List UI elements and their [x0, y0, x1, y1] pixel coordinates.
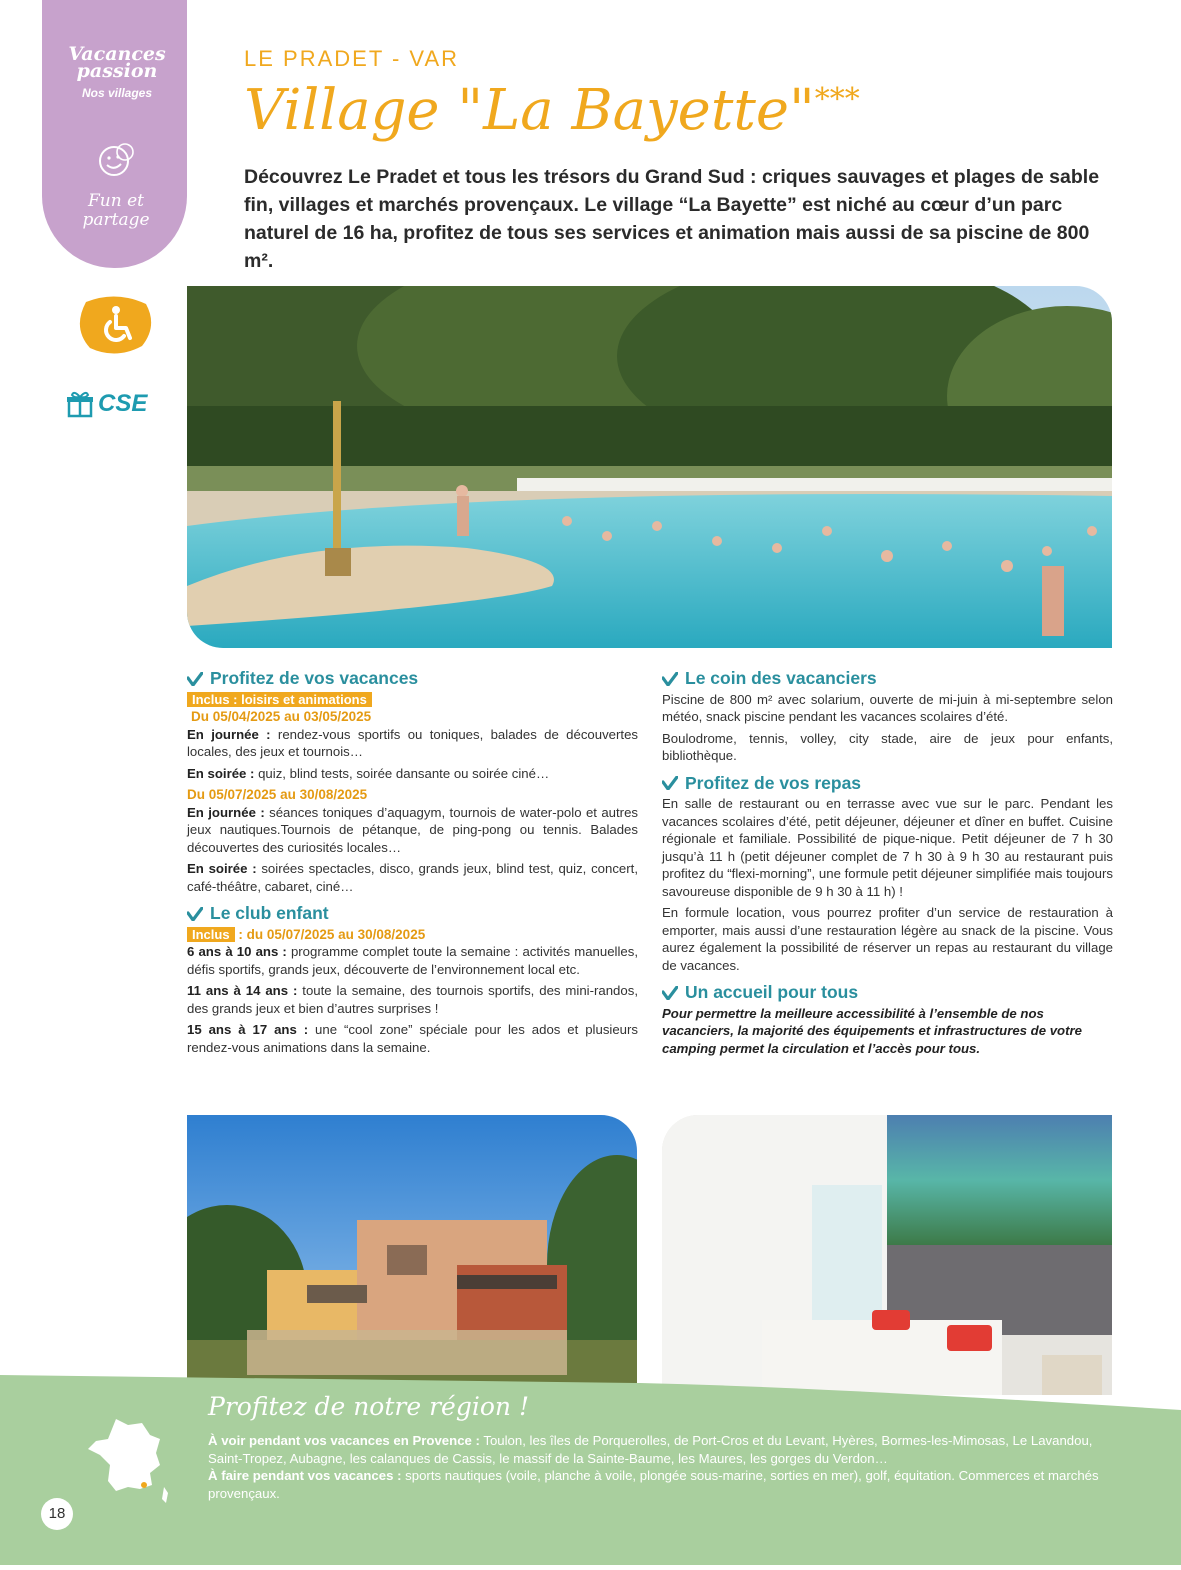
page-title — [244, 78, 860, 143]
included-tag: Inclus : loisirs et animations — [187, 692, 372, 707]
cse-label: CSE — [98, 390, 148, 417]
heading-text: Un accueil pour tous — [685, 982, 859, 1002]
theme-label: Fun et partage — [82, 191, 150, 230]
paragraph-label: En journée : — [187, 726, 271, 742]
paragraph-label: En journée : — [187, 804, 265, 820]
intro-paragraph: Découvrez Le Pradet et tous les trésors du Grand Sud : criques sauvages et plages de sable fin, villages et marchés provençaux. Le village “La Bayette” est niché au cœur d’un parc naturel de 16 ha, profitez de tous ses services et animation mais aussi de sa piscine de 800 m². — [244, 166, 1100, 272]
region-text — [208, 1432, 1113, 1502]
checkmark-icon — [187, 907, 203, 921]
village-name: Village "La Bayette" — [244, 78, 815, 143]
region-paragraph — [208, 1467, 1113, 1502]
paragraph: Pour permettre la meilleure accessibilité à l’ensemble de nos vacanciers, la majorité des équipements et infrastructures de votre camping permet la circulation et l’accès pour tous. — [662, 1005, 1082, 1056]
brand-logo-subtitle: Nos villages — [81, 86, 153, 100]
right-column — [662, 670, 1113, 1061]
star-rating: *** — [814, 82, 860, 117]
paragraph-label: À faire pendant vos vacances : — [208, 1468, 402, 1483]
cse-badge — [66, 388, 161, 420]
paragraph-text: séances toniques d’aquagym, tournois de water-polo et autres jeux nautiques.Tournois de pétanque, de ping-pong ou tennis. Balades découvertes des curiosités locales… — [187, 804, 639, 855]
paragraph: En formule location, vous pourrez profiter d’un service de restauration à emporter, mais aussi d’une restauration légère au snack de la piscine. Vous aurez également la possibilité de réserver un repas au restaurant du village de vacances. — [662, 905, 1113, 973]
section-heading-vacances — [187, 670, 638, 688]
bedroom-photo — [662, 1115, 1112, 1395]
section-heading-accueil — [662, 984, 1113, 1002]
paragraph — [187, 765, 638, 783]
paragraph — [187, 1021, 638, 1056]
location-label: LE PRADET - VAR — [244, 46, 460, 71]
checkmark-icon — [187, 672, 203, 686]
paragraph-text: Toulon, les îles de Porquerolles, de Port-Cros et du Levant, Hyères, Bormes-les-Mimosas, Le Lavandou, Saint-Tropez, Aubagne, les calanques de Cassis, le massif de la Sainte-Baume, les Maures, les gorges du Verdon… — [208, 1433, 1093, 1466]
paragraph — [187, 804, 638, 857]
period-label: Du 05/07/2025 au 30/08/2025 — [187, 787, 368, 802]
smiley-icon — [96, 140, 136, 180]
heading-text: Le club enfant — [210, 903, 329, 923]
paragraph-label: En soirée : — [187, 765, 255, 781]
paragraph-label: 15 ans à 17 ans : — [187, 1022, 309, 1037]
house-photo — [187, 1115, 637, 1395]
region-title: Profitez de notre région ! — [208, 1392, 529, 1421]
page-number: 18 — [41, 1498, 73, 1530]
paragraph-text: rendez-vous sportifs ou toniques, balades de découvertes locales, des jeux et tournois… — [187, 726, 638, 759]
period-label: : du 05/07/2025 au 30/08/2025 — [234, 926, 426, 942]
paragraph-label: En soirée : — [187, 861, 257, 876]
section-heading-coin — [662, 670, 1113, 688]
gift-icon — [66, 390, 94, 418]
included-tag: Inclus — [187, 927, 235, 942]
period-label: Du 05/04/2025 au 03/05/2025 — [191, 709, 372, 724]
paragraph-text: programme complet toute la semaine : activités manuelles, défis sportifs, grands jeux, découverte de l’environnement local etc. — [187, 944, 638, 977]
paragraph — [187, 982, 638, 1017]
paragraph-label: 6 ans à 10 ans : — [187, 944, 287, 959]
heading-text: Profitez de vos repas — [685, 772, 862, 793]
paragraph — [187, 860, 638, 895]
pool-photo — [187, 286, 1112, 648]
section-heading-repas — [662, 772, 1113, 793]
paragraph — [187, 943, 638, 978]
paragraph-label: À voir pendant vos vacances en Provence : — [208, 1433, 480, 1448]
paragraph-label: 11 ans à 14 ans : — [187, 983, 298, 998]
wheelchair-icon — [76, 294, 154, 356]
checkmark-icon — [662, 672, 678, 686]
paragraph-text: sports nautiques (voile, planche à voile, plongée sous-marine, sorties en mer), golf, équitation. Commerces et marchés provençaux. — [208, 1468, 1099, 1501]
checkmark-icon — [662, 986, 678, 1000]
heading-text: Le coin des vacanciers — [685, 668, 877, 688]
paragraph: En salle de restaurant ou en terrasse avec vue sur le parc. Pendant les vacances scolaires d’été, petit déjeuner, déjeuner et dîner en buffet. Cuisine régionale et familiale. Possibilité de pique-nique. Petit déjeuner de 7 h 30 jusqu’à 11 h (petit déjeuner complet de 7 h 30 à 9 h 30 au restaurant puis profitez du “flexi-morning”, une formule petit déjeuner simplifiée mais toujours savoureuse disponible de 9 h 30 à 11 h) ! — [662, 796, 1113, 899]
paragraph: Piscine de 800 m² avec solarium, ouverte de mi-juin à mi-septembre selon météo, snack piscine pendant les vacances scolaires d’été. — [662, 691, 1113, 724]
paragraph: Boulodrome, tennis, volley, city stade, aire de jeux pour enfants, bibliothèque. — [662, 730, 1113, 763]
section-heading-club — [187, 905, 638, 923]
paragraph-text: soirées spectacles, disco, grands jeux, blind test, quiz, concert, café-théâtre, cabaret, ciné… — [187, 861, 638, 894]
paragraph — [187, 726, 638, 761]
paragraph-text: toute la semaine, des tournois sportifs, des mini-randos, des grands jeux et bien d’autres surprises ! — [187, 983, 638, 1016]
left-column — [187, 670, 638, 1060]
region-paragraph — [208, 1432, 1113, 1467]
checkmark-icon — [662, 776, 678, 790]
heading-text: Profitez de vos vacances — [210, 668, 419, 688]
france-map-icon — [86, 1415, 172, 1507]
paragraph-text: quiz, blind tests, soirée dansante ou soirée ciné… — [254, 765, 550, 781]
paragraph-text: une “cool zone” spéciale pour les ados et plusieurs rendez-vous animations dans la semaine. — [187, 1022, 638, 1055]
brand-logo: Vacances passion — [68, 43, 166, 82]
